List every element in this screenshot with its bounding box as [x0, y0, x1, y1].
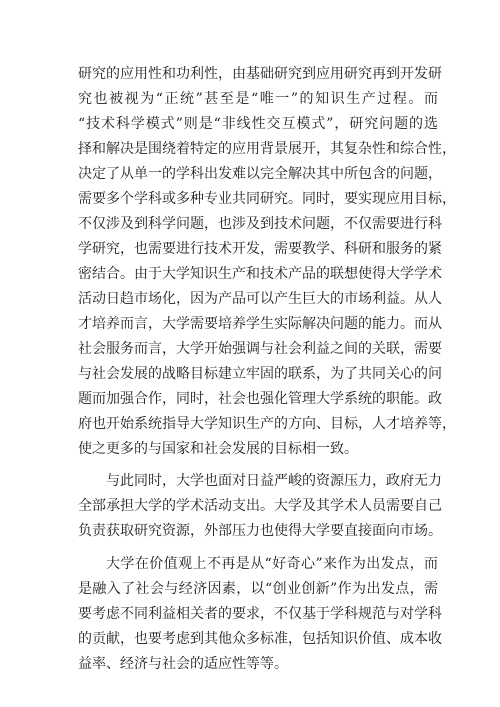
- text-line: 大学在价值观上不再是从“好奇心”来作为出发点，而: [106, 556, 438, 572]
- text-line: 决定了从单一的学科出发难以完全解决其中所包含的问题，: [78, 166, 442, 182]
- text-line: 要考虑不同利益相关者的要求，不仅基于学科规范与对学科: [78, 606, 442, 622]
- text-line: 益率、经济与社会的适应性等等。: [78, 656, 288, 672]
- text-line: 的贡献，也要考虑到其他众多标准，包括知识价值、成本收: [78, 631, 442, 647]
- text-line: 题而加强合作，同时，社会也强化管理大学系统的职能。政: [78, 391, 442, 407]
- text-line: 择和解决是围绕着特定的应用背景展开，其复杂性和综合性，: [78, 141, 456, 157]
- text-line: 需要多个学科或多种专业共同研究。同时，要实现应用目标，: [78, 191, 456, 207]
- text-line: 全部承担大学的学术活动支出。大学及其学术人员需要自己: [78, 498, 442, 514]
- text-line: 不仅涉及到科学问题，也涉及到技术问题，不仅需要进行科: [78, 216, 442, 232]
- text-line: 才培养而言，大学需要培养学生实际解决问题的能力。而从: [78, 316, 442, 332]
- text-line: 密结合。由于大学知识生产和技术产品的联想使得大学学术: [78, 266, 442, 282]
- text-line: 学研究，也需要进行技术开发，需要教学、科研和服务的紧: [78, 241, 442, 257]
- text-line: 研究的应用性和功利性，由基础研究到应用研究再到开发研: [78, 66, 442, 82]
- text-line: 活动日趋市场化，因为产品可以产生巨大的市场利益。从人: [78, 291, 442, 307]
- text-line: 与社会发展的战略目标建立牢固的联系，为了共同关心的问: [78, 366, 442, 382]
- text-line: 社会服务而言，大学开始强调与社会利益之间的关联，需要: [78, 341, 442, 357]
- text-line: 究也被视为“正统”甚至是“唯一”的知识生产过程。而: [78, 91, 438, 107]
- text-line: “技术科学模式”则是“非线性交互模式”，研究问题的选: [78, 116, 438, 132]
- text-line: 负责获取研究资源，外部压力也使得大学要直接面向市场。: [78, 523, 442, 539]
- text-line: 府也开始系统指导大学知识生产的方向、目标，人才培养等，: [78, 416, 456, 432]
- text-line: 使之更多的与国家和社会发展的目标相一致。: [78, 441, 358, 457]
- text-line: 与此同时，大学也面对日益严峻的资源压力，政府无力: [106, 473, 442, 489]
- text-line: 是融入了社会与经济因素，以“创业创新”作为出发点，需: [78, 581, 438, 597]
